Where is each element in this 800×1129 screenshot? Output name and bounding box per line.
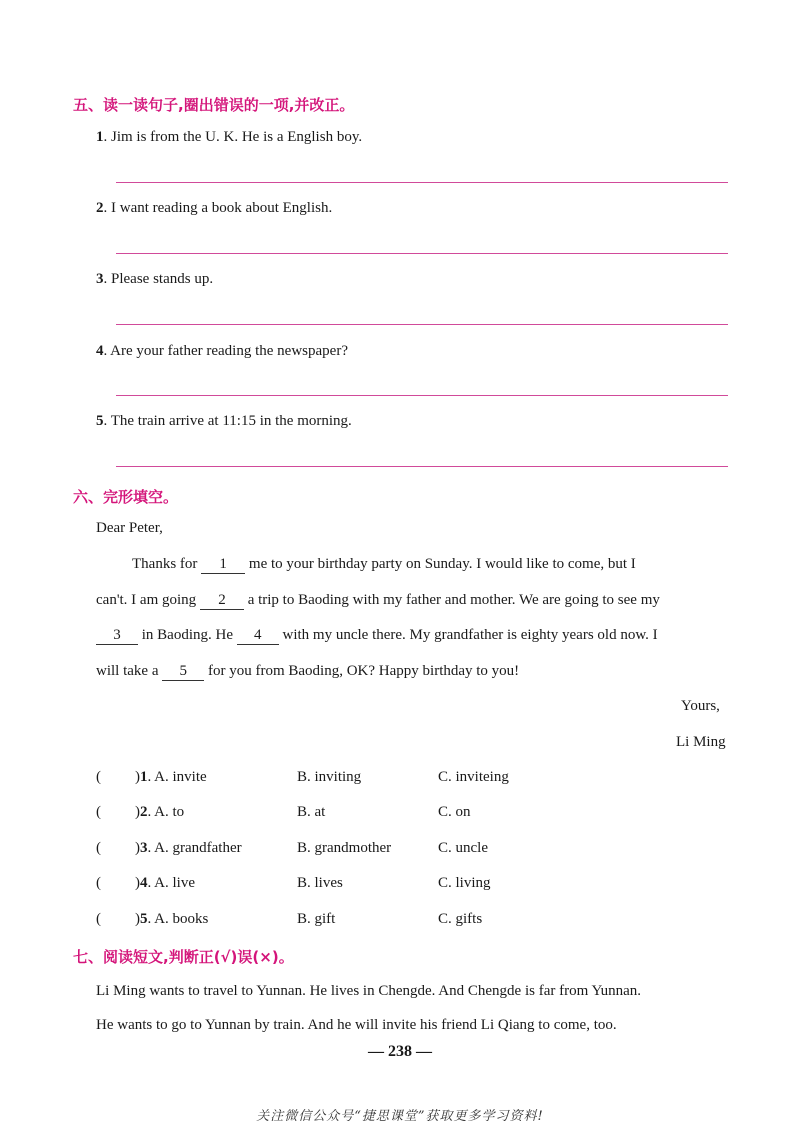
option-4c: C. living <box>438 875 491 891</box>
answer-line-2[interactable] <box>116 253 728 254</box>
question-3: 3. Please stands up. <box>96 271 214 287</box>
footer-note: 关注微信公众号“捷思课堂”获取更多学习资料! <box>256 1109 544 1124</box>
letter-closing: Yours, <box>681 698 720 714</box>
option-2b: B. at <box>297 804 326 820</box>
option-4b: B. lives <box>297 875 343 891</box>
option-row-4: ( )4. A. live <box>96 875 195 891</box>
blank-5[interactable]: 5 <box>162 663 204 681</box>
letter-line-1: Thanks for 1 me to your birthday party on Sunday. I would like to come, but I <box>132 556 636 572</box>
blank-3[interactable]: 3 <box>96 627 138 645</box>
answer-line-4[interactable] <box>116 395 728 396</box>
reading-line-2: He wants to go to Yunnan by train. And he will invite his friend Li Qiang to come, too. <box>96 1017 617 1033</box>
page-number: — 238 — <box>368 1043 432 1060</box>
letter-signature: Li Ming <box>676 734 726 750</box>
question-4: 4. Are your father reading the newspaper? <box>96 343 348 359</box>
option-row-1: ( )1. A. invite <box>96 769 207 785</box>
section7-title: 七、阅读短文,判断正(√)误(×)。 <box>73 948 294 966</box>
option-3c: C. uncle <box>438 840 488 856</box>
option-3b: B. grandmother <box>297 840 392 856</box>
option-row-2: ( )2. A. to <box>96 804 185 820</box>
answer-line-3[interactable] <box>116 324 728 325</box>
section6-title: 六、完形填空。 <box>73 488 179 506</box>
blank-4[interactable]: 4 <box>237 627 279 645</box>
question-1: 1. Jim is from the U. K. He is a English boy. <box>96 129 363 145</box>
option-row-5: ( )5. A. books <box>96 911 209 927</box>
letter-line-4: will take a 5 for you from Baoding, OK? Happy birthday to you! <box>96 663 520 679</box>
letter-line-3: 3 in Baoding. He 4 with my uncle there. My grandfather is eighty years old now. I <box>96 627 658 645</box>
letter-greeting: Dear Peter, <box>96 520 163 536</box>
blank-1[interactable]: 1 <box>201 556 245 574</box>
option-row-3: ( )3. A. grandfather <box>96 840 242 856</box>
letter-line-2: can't. I am going 2 a trip to Baoding with my father and mother. We are going to see my <box>96 592 660 608</box>
option-1c: C. inviteing <box>438 769 509 785</box>
question-5: 5. The train arrive at 11:15 in the morning. <box>96 413 352 429</box>
answer-line-5[interactable] <box>116 466 728 467</box>
question-2: 2. I want reading a book about English. <box>96 200 333 216</box>
blank-2[interactable]: 2 <box>200 592 244 610</box>
option-5c: C. gifts <box>438 911 483 927</box>
reading-line-1: Li Ming wants to travel to Yunnan. He lives in Chengde. And Chengde is far from Yunnan. <box>96 983 642 999</box>
answer-line-1[interactable] <box>116 182 728 183</box>
section5-title: 五、读一读句子,圈出错误的一项,并改正。 <box>73 96 355 114</box>
option-1b: B. inviting <box>297 769 362 785</box>
option-5b: B. gift <box>297 911 336 927</box>
option-2c: C. on <box>438 804 471 820</box>
